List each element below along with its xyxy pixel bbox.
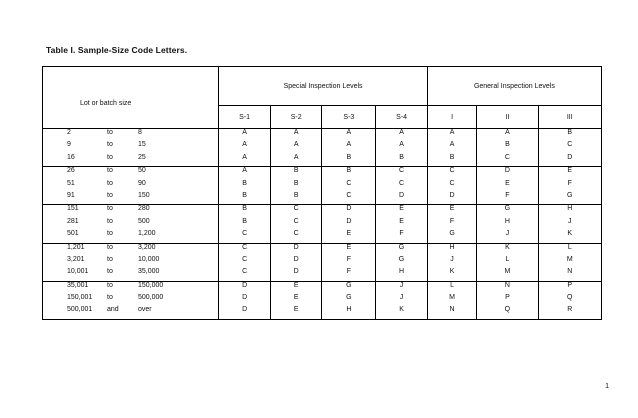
code-letter: A [449,141,455,149]
code-letter: D [293,268,299,276]
code-letter: E [346,230,352,238]
code-letter: A [293,153,299,161]
code-letter: D [504,167,510,175]
code-letter-cell [427,205,476,243]
code-letter-cell [477,243,538,281]
lot-size-cell [43,205,219,243]
code-letter: A [293,141,299,149]
code-letter-cell [219,205,271,243]
lot-size-range [43,268,218,280]
lot-size-to: 90 [138,179,146,187]
code-letter: E [505,179,510,187]
lot-size-separator: to [107,179,113,187]
code-letter: H [346,306,352,314]
code-letter: M [449,294,455,302]
code-letter: J [399,294,404,302]
code-letter-cell [538,243,601,281]
lot-size-header-label: Lot or batch size [79,100,132,107]
lot-size-range [43,282,218,294]
code-letter: B [567,129,573,136]
code-letter: C [346,191,352,199]
lot-size-range [43,154,218,166]
code-letter: H [449,243,455,251]
code-letter: C [293,205,299,213]
lot-size-from: 26 [67,167,75,175]
lot-size-to: 50 [138,167,146,175]
code-letter: Q [567,294,573,302]
code-letter: G [346,281,352,289]
code-letter: A [242,129,247,136]
code-letter-cell [322,129,376,167]
code-letter-cell [376,167,428,205]
lot-size-range [43,244,218,256]
code-letter: K [399,306,404,314]
code-letter: B [346,167,352,175]
page-number: 1 [605,383,609,390]
code-letter: F [449,217,455,225]
special-levels-header: Special Inspection Levels [219,67,428,106]
lot-size-range [43,306,218,318]
lot-size-to: 35,000 [138,268,160,276]
code-letter-cell [270,243,322,281]
lot-size-separator: to [107,205,113,213]
code-letter-cell [219,281,271,319]
lot-size-cell [43,243,219,281]
code-letter: D [449,191,455,199]
lot-size-from: 1,201 [67,243,85,251]
lot-size-to: 8 [138,129,142,136]
code-letter-cell [219,129,271,167]
code-letter: C [293,230,299,238]
column-header-s1: S-1 [219,106,271,129]
code-letter: C [242,255,248,263]
code-letter: A [242,167,247,175]
column-header-ii: II [477,106,538,129]
code-letter: C [293,217,299,225]
code-letter: K [505,243,510,251]
code-letter: G [346,294,352,302]
code-letter: D [242,281,248,289]
code-letter: F [567,179,572,187]
code-letter: E [293,294,299,302]
lot-size-to: 150,000 [138,281,164,289]
lot-size-from: 500,001 [67,306,93,314]
code-letter: H [567,205,573,213]
lot-size-to: 15 [138,141,146,149]
code-letter: B [293,191,299,199]
code-letter-cell [538,281,601,319]
lot-size-separator: to [107,217,113,225]
lot-size-to: 3,200 [138,243,156,251]
code-letter: G [504,205,511,213]
code-letter-cell [427,243,476,281]
table-caption: Table I. Sample-Size Code Letters. [46,45,188,55]
lot-size-range [43,167,218,179]
code-letter-cell [270,167,322,205]
header-row-groups [43,67,602,106]
table-body [43,129,602,320]
lot-size-cell [43,129,219,167]
code-letter: D [242,306,248,314]
table-row-group [43,281,602,319]
lot-size-separator: to [107,153,113,161]
code-letter: L [567,243,572,251]
lot-size-from: 3,201 [67,255,85,263]
lot-size-from: 91 [67,191,75,199]
code-letter: N [449,306,455,314]
code-letter: F [505,191,510,199]
lot-size-from: 51 [67,179,75,187]
code-letter: D [293,243,299,251]
lot-size-to: 25 [138,153,146,161]
lot-size-separator: to [107,167,113,175]
code-letter: J [568,217,572,225]
lot-size-to: 150 [138,191,150,199]
lot-size-separator: to [107,191,113,199]
code-letter-cell [376,205,428,243]
code-letter: P [505,294,510,302]
code-letter: C [504,153,510,161]
code-letter: N [567,268,573,276]
lot-size-from: 150,001 [67,294,93,302]
code-letter: C [399,179,405,187]
code-letter: A [399,129,404,136]
code-letter: E [399,217,404,225]
code-letter: B [399,153,404,161]
lot-size-to: 500 [138,217,150,225]
code-letter: E [293,306,299,314]
lot-size-range [43,141,218,153]
lot-size-separator: and [107,306,119,314]
code-letter-cell [427,167,476,205]
code-letter-cell [477,281,538,319]
code-letter: D [399,191,405,199]
lot-size-cell [43,167,219,205]
lot-size-separator: to [107,230,113,238]
lot-size-to: 500,000 [138,294,164,302]
code-letter: G [449,230,455,238]
code-letter: L [505,255,510,263]
lot-size-range [43,256,218,268]
code-letter-cell [477,167,538,205]
code-letter: C [567,141,573,149]
code-letter: D [567,153,573,161]
code-letter: C [242,230,248,238]
code-letter: M [566,255,573,263]
lot-size-from: 9 [67,141,71,149]
lot-size-separator: to [107,129,113,136]
lot-size-range [43,205,218,217]
code-letter-cell [376,281,428,319]
code-letter: E [346,243,352,251]
code-letter-cell [322,281,376,319]
table-row-group [43,167,602,205]
code-letter-cell [270,129,322,167]
code-letter: H [504,217,510,225]
code-letter: B [293,167,299,175]
column-header-i: I [427,106,476,129]
code-letter: D [346,217,352,225]
column-header-s4: S-4 [376,106,428,129]
code-letter: F [346,268,351,276]
code-letter: Q [504,306,511,314]
lot-size-to: 10,000 [138,255,160,263]
lot-size-separator: to [107,255,113,263]
column-header-iii: III [538,106,601,129]
code-letter: A [346,129,352,136]
code-letter: B [242,217,247,225]
code-letter-cell [477,129,538,167]
code-letter-cell [270,281,322,319]
code-letter: G [398,255,405,263]
code-letter: N [504,281,510,289]
lot-size-from: 151 [67,205,79,213]
code-letter: C [449,179,455,187]
table-row-group [43,129,602,167]
code-letter: E [567,167,573,175]
code-letter: C [242,268,248,276]
code-letter: B [242,179,247,187]
sample-size-code-table [42,66,602,320]
lot-size-from: 10,001 [67,268,89,276]
code-letter: G [567,191,573,199]
lot-size-separator: to [107,294,113,302]
column-header-s2: S-2 [270,106,322,129]
code-letter: A [505,129,510,136]
code-letter: G [398,243,405,251]
lot-size-to: 280 [138,205,150,213]
lot-size-to: 1,200 [138,230,156,238]
code-letter: D [346,205,352,213]
code-letter: A [242,141,247,149]
code-letter: B [449,153,455,161]
code-letter-cell [270,205,322,243]
lot-size-range [43,192,218,204]
code-letter: A [242,153,247,161]
code-letter: C [399,167,405,175]
lot-size-separator: to [107,281,113,289]
code-letter: M [504,268,511,276]
code-letter: B [505,141,510,149]
code-letter: P [567,281,573,289]
code-letter-cell [376,243,428,281]
code-letter-cell [427,281,476,319]
code-letter-cell [322,167,376,205]
code-letter: C [242,243,248,251]
lot-size-to: over [138,306,152,314]
code-letter-cell [376,129,428,167]
code-letter: F [399,230,404,238]
code-letter: B [293,179,299,187]
lot-size-from: 16 [67,153,75,161]
code-letter-cell [427,129,476,167]
code-letter: F [346,255,351,263]
code-letter-cell [477,205,538,243]
code-letter: A [399,141,404,149]
lot-size-separator: to [107,243,113,251]
lot-size-separator: to [107,141,113,149]
code-letter: K [449,268,455,276]
lot-size-from: 2 [67,129,71,136]
code-letter: A [346,141,352,149]
lot-size-cell [43,281,219,319]
general-levels-header: General Inspection Levels [427,67,601,106]
lot-size-from: 35,001 [67,281,89,289]
lot-size-range [43,218,218,230]
code-letter-cell [322,243,376,281]
code-letter: L [450,281,454,289]
lot-size-header [43,67,219,129]
table-row-group [43,205,602,243]
code-letter-cell [322,205,376,243]
code-letter: B [242,205,247,213]
code-letter-cell [538,167,601,205]
code-letter: C [346,179,352,187]
column-header-s3: S-3 [322,106,376,129]
code-letter: D [242,294,248,302]
code-letter: K [567,230,573,238]
code-letter: A [293,129,299,136]
code-letter: E [399,205,404,213]
table-row-group [43,243,602,281]
code-letter: E [449,205,455,213]
lot-size-separator: to [107,268,113,276]
code-letter: J [450,255,454,263]
code-letter: E [293,281,299,289]
code-letter: D [293,255,299,263]
code-letter: R [567,306,573,314]
lot-size-from: 281 [67,217,79,225]
lot-size-range [43,180,218,192]
lot-size-range [43,129,218,141]
code-letter-cell [538,205,601,243]
lot-size-range [43,230,218,242]
code-letter: H [399,268,405,276]
code-letter-cell [219,243,271,281]
code-letter: J [399,281,404,289]
code-letter: J [505,230,510,238]
code-letter: B [242,191,247,199]
code-letter: B [346,153,352,161]
lot-size-range [43,294,218,306]
code-letter-cell [219,167,271,205]
code-letter: C [449,167,455,175]
code-letter-cell [538,129,601,167]
lot-size-from: 501 [67,230,79,238]
code-letter: A [449,129,455,136]
